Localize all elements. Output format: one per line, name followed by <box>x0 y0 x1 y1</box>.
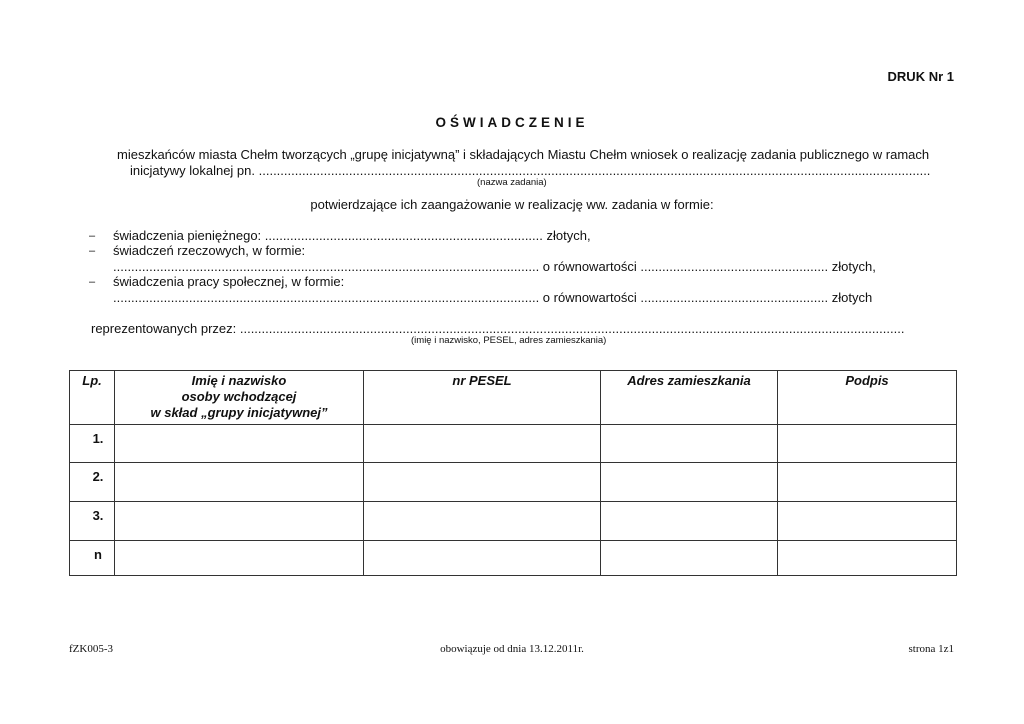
row-number: 1. <box>70 425 115 463</box>
bullet-dash: – <box>89 245 96 257</box>
row-number: 3. <box>70 502 115 541</box>
header-lp: Lp. <box>70 371 115 425</box>
bullet-dash: – <box>89 230 96 242</box>
footer-valid-from: obowiązuje od dnia 13.12.2011r. <box>440 643 584 655</box>
header-address: Adres zamieszkania <box>601 371 778 425</box>
header-name-line: osoby wchodzącej <box>181 389 297 404</box>
table-row <box>70 463 957 502</box>
table-row <box>70 541 957 576</box>
confirmation-text: potwierdzające ich zaangażowanie w realizację ww. zadania w formie: <box>310 197 714 212</box>
form-code: DRUK Nr 1 <box>887 69 954 84</box>
pesel-cell[interactable] <box>364 463 601 502</box>
signature-cell[interactable] <box>778 541 957 576</box>
row-number: n <box>70 541 115 576</box>
money-contribution-line: świadczenia pieniężnego: ............................................................................. złotych, <box>113 228 591 243</box>
footer-page-number: strona 1z1 <box>908 643 954 655</box>
address-cell[interactable] <box>601 502 778 541</box>
representatives-line: reprezentowanych przez: ........................................................................................................................................................................................ <box>91 321 905 336</box>
document-title: OŚWIADCZENIE <box>435 115 589 130</box>
material-contribution-label: świadczeń rzeczowych, w formie: <box>113 243 306 258</box>
members-table <box>69 370 957 576</box>
task-name-hint: (nazwa zadania) <box>477 177 547 188</box>
labor-contribution-value: ...................................................................................................................... o równowartości .................................................... złotych <box>113 290 873 305</box>
signature-cell[interactable] <box>778 502 957 541</box>
pesel-cell[interactable] <box>364 502 601 541</box>
material-contribution-value: ...................................................................................................................... o równowartości .................................................... złotych, <box>113 259 876 274</box>
header-name-line: w skład „grupy inicjatywnej” <box>150 405 328 420</box>
address-cell[interactable] <box>601 425 778 463</box>
pesel-cell[interactable] <box>364 425 601 463</box>
footer-form-code: fZK005-3 <box>69 643 113 655</box>
header-name-line: Imię i nazwisko <box>191 373 287 388</box>
header-signature: Podpis <box>778 371 957 425</box>
address-cell[interactable] <box>601 463 778 502</box>
name-cell[interactable] <box>115 463 364 502</box>
address-cell[interactable] <box>601 541 778 576</box>
intro-line-2: inicjatywy lokalnej pn. .......................................................................................................................................................................................... <box>130 163 931 178</box>
bullet-dash: – <box>89 276 96 288</box>
table-row <box>70 502 957 541</box>
signature-cell[interactable] <box>778 463 957 502</box>
name-cell[interactable] <box>115 425 364 463</box>
labor-contribution-label: świadczenia pracy społecznej, w formie: <box>113 274 345 289</box>
table-header-row <box>70 371 957 425</box>
header-name <box>115 371 364 425</box>
name-cell[interactable] <box>115 502 364 541</box>
pesel-cell[interactable] <box>364 541 601 576</box>
row-number: 2. <box>70 463 115 502</box>
header-pesel: nr PESEL <box>364 371 601 425</box>
table-row <box>70 425 957 463</box>
name-cell[interactable] <box>115 541 364 576</box>
signature-cell[interactable] <box>778 425 957 463</box>
intro-line-1: mieszkańców miasta Chełm tworzących „grupę inicjatywną” i składających Miastu Chełm wniosek o realizację zadania publicznego w ramach <box>117 147 930 162</box>
representatives-hint: (imię i nazwisko, PESEL, adres zamieszkania) <box>411 335 607 346</box>
